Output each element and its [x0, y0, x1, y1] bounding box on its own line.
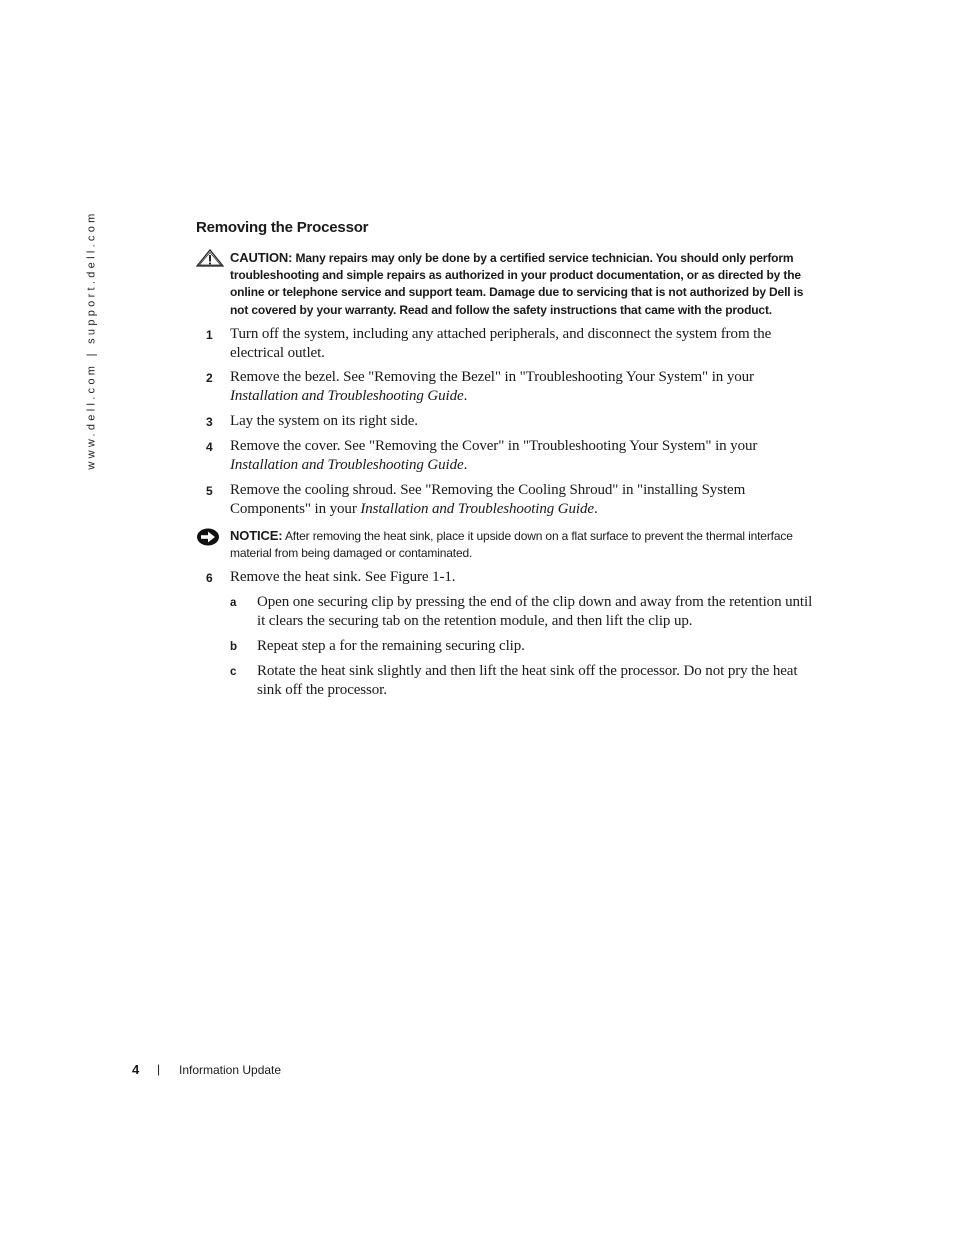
substep-a	[223, 593, 817, 630]
caution-text: Many repairs may only be done by a certified service technician. You should only perform troubleshooting and simple repairs as authorized in your product documentation, or as directed by the online or telephone service and support team. Damage due to servicing that is not authorized by Dell is not covered by your warranty. Read and follow the safety instructions that came with the product.	[230, 251, 804, 317]
guide-title: Installation and Troubleshooting Guide	[360, 500, 594, 517]
step-text-end: .	[463, 387, 468, 404]
substep-letter: c	[230, 666, 237, 678]
step-4	[196, 437, 816, 474]
notice-note	[196, 527, 816, 562]
notice-text: After removing the heat sink, place it upside down on a flat surface to prevent the thermal interface material from being damaged or contaminated.	[230, 529, 793, 561]
footer-separator: |	[157, 1062, 161, 1076]
substep-b	[223, 637, 817, 656]
step-text: Turn off the system, including any attached peripherals, and disconnect the system from the electrical outlet.	[230, 326, 772, 361]
step-text: Remove the heat sink. See Figure 1-1.	[230, 569, 456, 585]
substep-letter: a	[230, 597, 237, 609]
step-number: 6	[206, 571, 213, 585]
footer-title: Information Update	[179, 1063, 282, 1077]
step-1	[196, 325, 816, 362]
step-number: 4	[206, 440, 213, 454]
substep-letter: b	[230, 641, 237, 653]
step-3	[196, 412, 816, 431]
step-text: Lay the system on its right side.	[230, 413, 418, 429]
step-number: 3	[206, 415, 213, 429]
step-text: Remove the bezel. See "Removing the Bezel" in "Troubleshooting Your System" in your	[230, 369, 754, 385]
guide-title: Installation and Troubleshooting Guide	[230, 387, 464, 404]
step-number: 2	[206, 371, 213, 385]
step-text-end: .	[463, 456, 468, 473]
notice-arrow-icon	[196, 527, 222, 552]
step-text: Remove the cover. See "Removing the Cover" in "Troubleshooting Your System" in your	[230, 438, 758, 454]
substep-text: Rotate the heat sink slightly and then lift the heat sink off the processor. Do not pry the heat sink off the processor.	[257, 663, 798, 698]
caution-note	[196, 249, 816, 319]
step-6	[196, 568, 816, 587]
step-number: 5	[206, 484, 213, 498]
section-heading: Removing the Processor	[196, 219, 369, 236]
side-url-text: www.dell.com | support.dell.com	[86, 210, 98, 470]
step-5	[196, 481, 816, 518]
substep-c	[223, 662, 817, 699]
caution-label: CAUTION:	[230, 250, 293, 265]
warning-triangle-icon	[196, 249, 224, 272]
guide-title: Installation and Troubleshooting Guide	[230, 456, 464, 473]
step-text: Remove the cooling shroud. See "Removing the Cooling Shroud" in "installing System Components" in your	[230, 482, 746, 517]
substep-text: Repeat step a for the remaining securing clip.	[257, 638, 525, 654]
step-2	[196, 368, 816, 405]
side-url	[77, 210, 107, 470]
page-number: 4	[132, 1062, 140, 1077]
substep-text: Open one securing clip by pressing the end of the clip down and away from the retention until it clears the securing tab on the retention module, and then lift the clip up.	[257, 594, 813, 629]
notice-label: NOTICE:	[230, 528, 283, 543]
step-number: 1	[206, 328, 213, 342]
step-text-end: .	[593, 500, 598, 517]
